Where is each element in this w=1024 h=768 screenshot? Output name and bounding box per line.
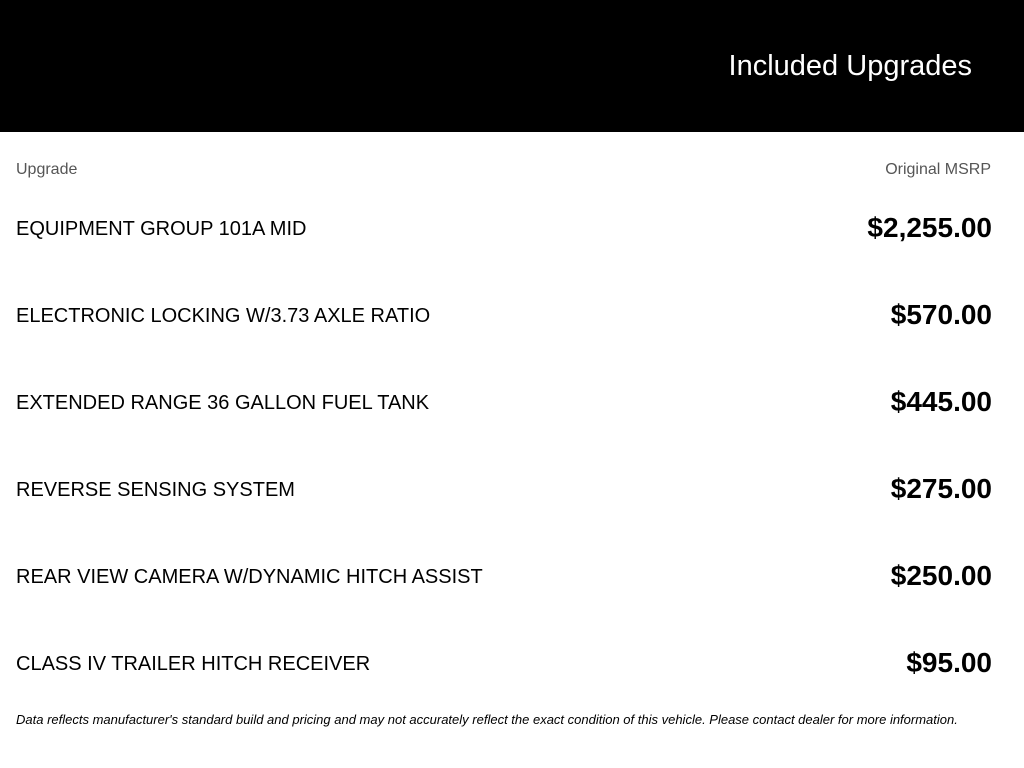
- upgrade-row: [0, 206, 1024, 293]
- upgrade-name: ELECTRONIC LOCKING W/3.73 AXLE RATIO: [16, 305, 431, 327]
- upgrade-price: $250.00: [890, 560, 992, 591]
- upgrade-row: [0, 554, 1024, 641]
- upgrade-price: $445.00: [890, 386, 992, 417]
- upgrade-row: [0, 467, 1024, 554]
- upgrade-name: EQUIPMENT GROUP 101A MID: [16, 218, 307, 240]
- upgrade-row: [0, 293, 1024, 380]
- upgrade-name: CLASS IV TRAILER HITCH RECEIVER: [16, 653, 371, 675]
- page-title: Included Upgrades: [728, 50, 972, 82]
- disclaimer-text: Data reflects manufacturer's standard build and pricing and may not accurately reflect the exact condition of this vehicle. Please contact dealer for more information.: [16, 712, 958, 727]
- upgrade-price: $570.00: [890, 299, 992, 330]
- upgrade-row: [0, 380, 1024, 467]
- upgrade-price: $275.00: [890, 473, 992, 504]
- upgrade-name: REVERSE SENSING SYSTEM: [16, 479, 295, 501]
- upgrade-name: REAR VIEW CAMERA W/DYNAMIC HITCH ASSIST: [16, 566, 483, 588]
- column-header-upgrade: Upgrade: [16, 161, 78, 178]
- upgrade-price: $95.00: [906, 647, 992, 678]
- upgrades-list: [0, 206, 1024, 728]
- upgrade-name: EXTENDED RANGE 36 GALLON FUEL TANK: [16, 392, 430, 414]
- upgrade-price: $2,255.00: [867, 212, 992, 243]
- column-header-msrp: Original MSRP: [885, 161, 991, 178]
- header-banner: [0, 0, 1024, 132]
